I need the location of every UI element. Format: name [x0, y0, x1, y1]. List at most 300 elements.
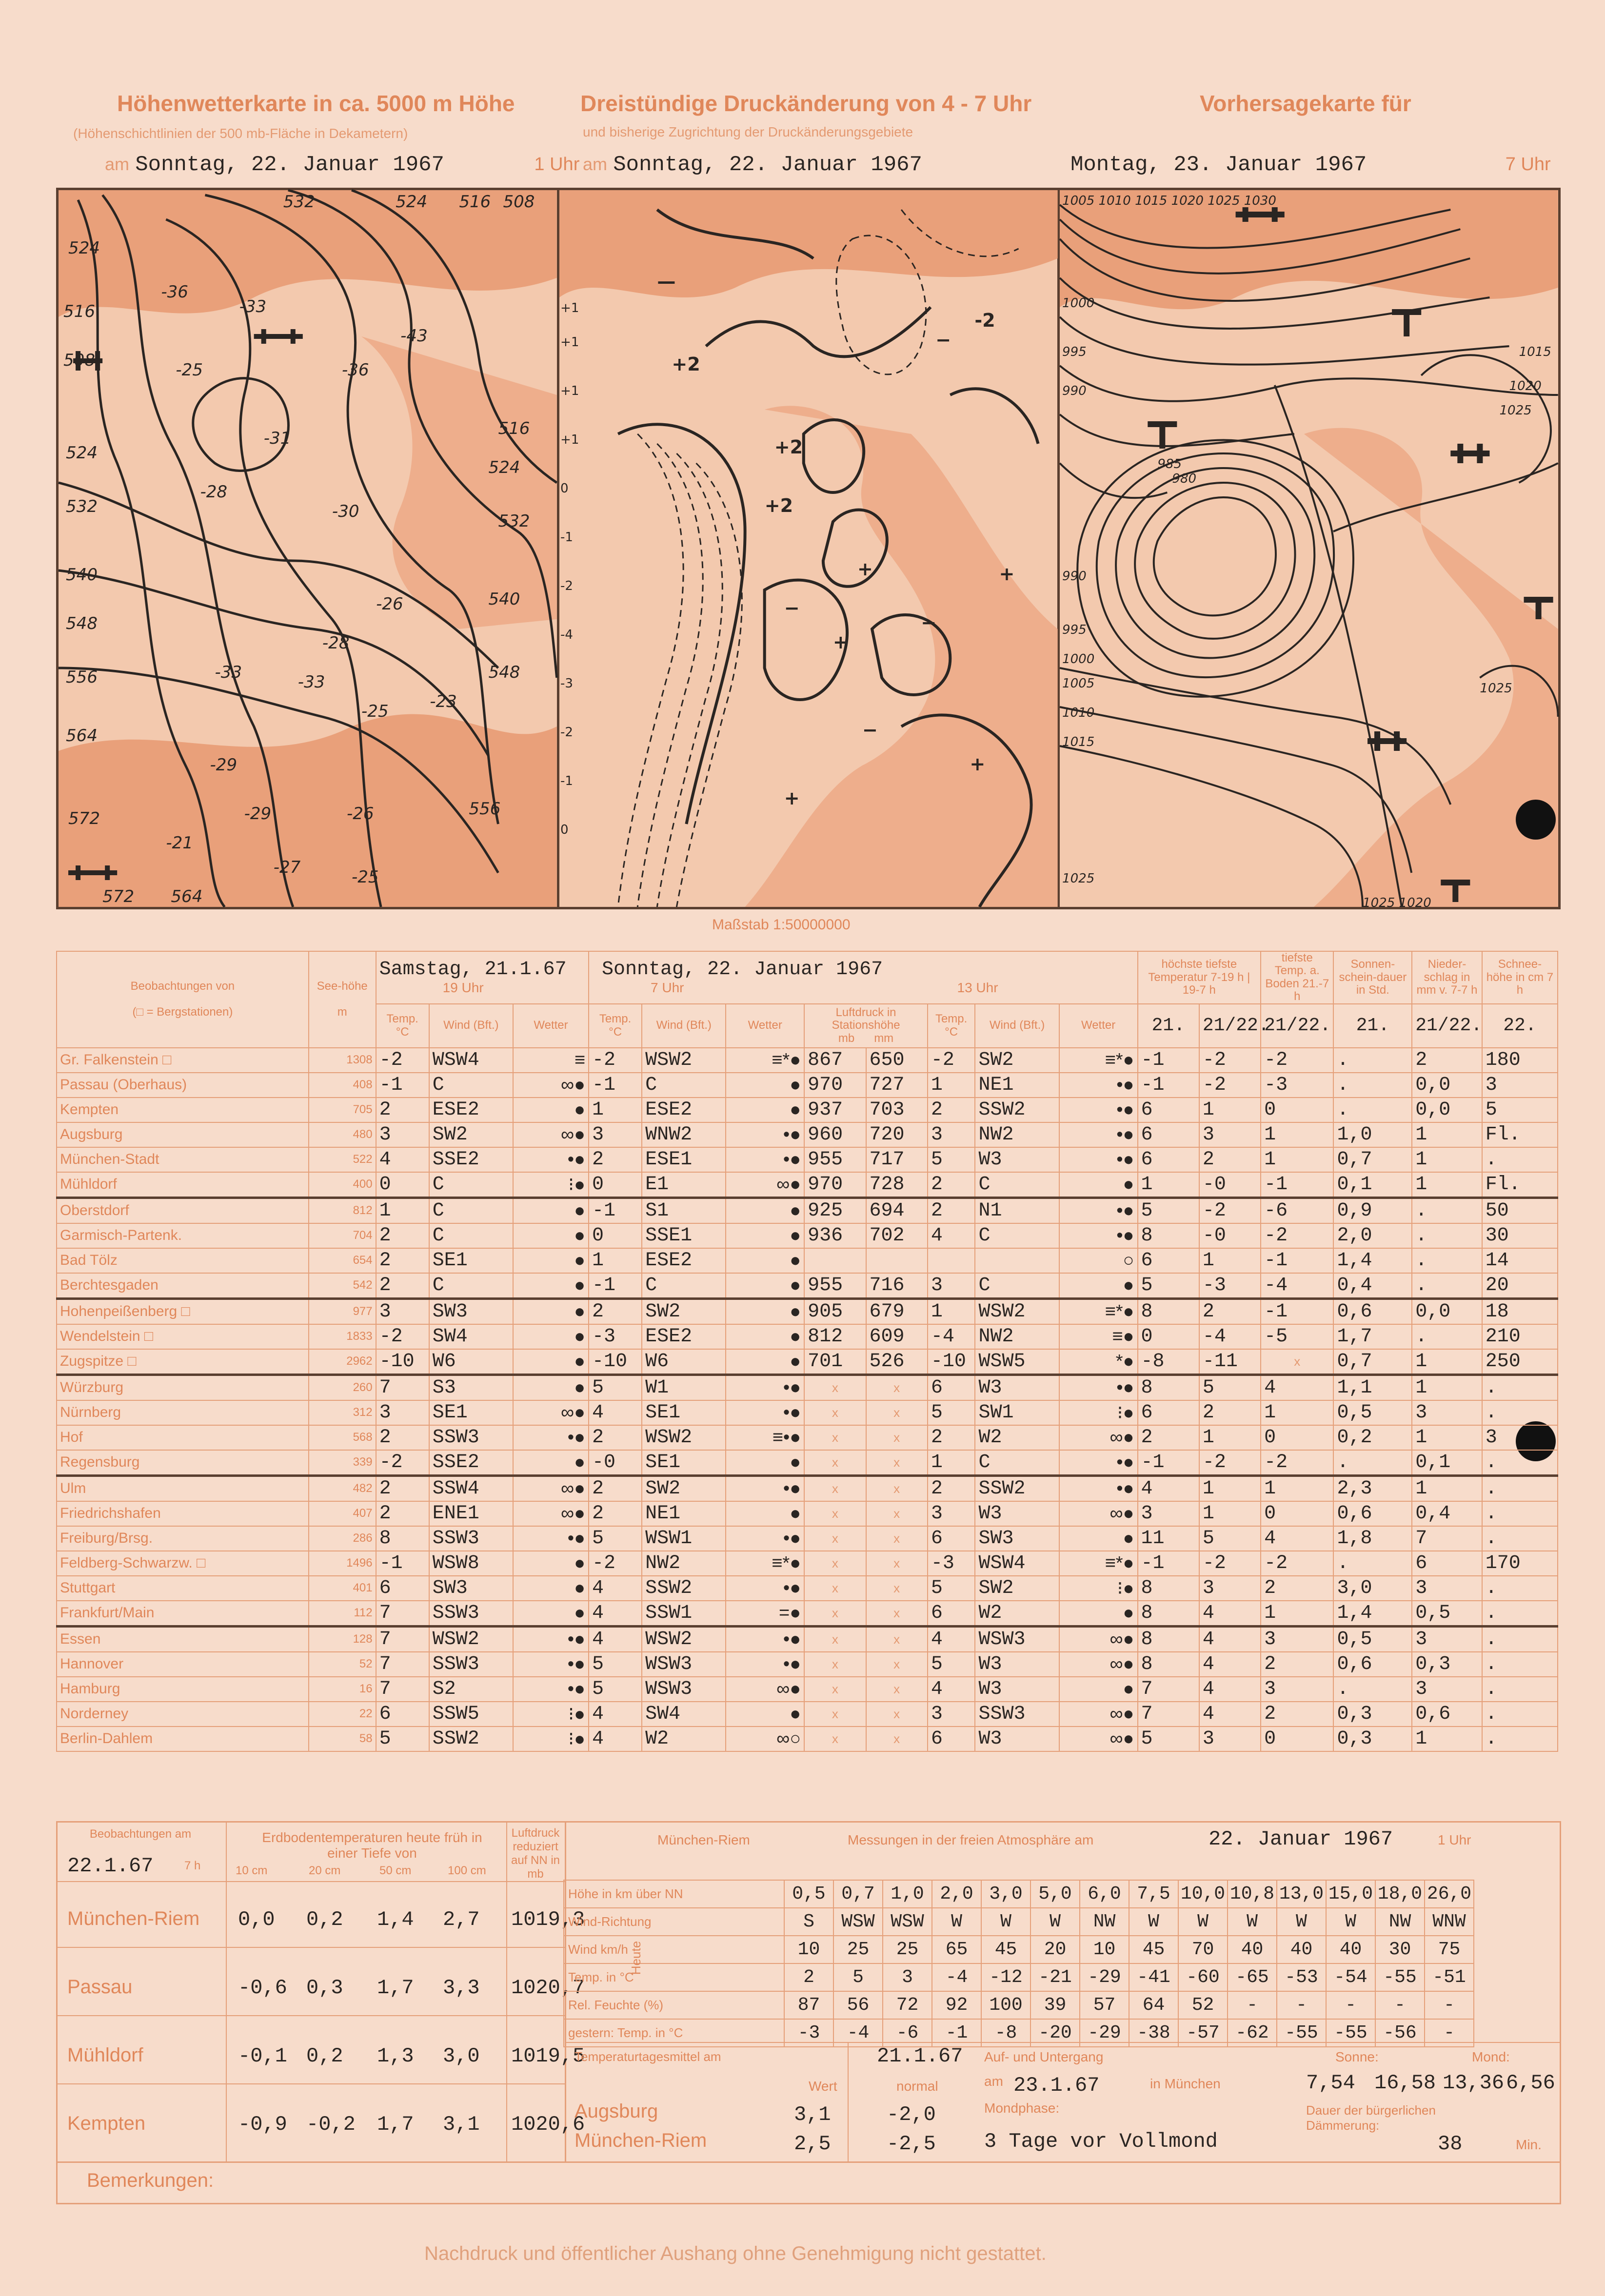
- cell-t7: -10: [589, 1349, 642, 1375]
- cell-p1: x: [804, 1475, 866, 1501]
- cell-mx: -8: [1138, 1349, 1199, 1375]
- soil-pressure: 1019,5: [511, 2044, 585, 2068]
- cell-t19: 3: [376, 1298, 429, 1324]
- cell-w19: SSW3: [429, 1601, 513, 1627]
- cell-p1: 937: [804, 1098, 866, 1122]
- cell-w19: ESE2: [429, 1098, 513, 1122]
- table-row: [57, 1576, 1558, 1601]
- cell-so: 0,6: [1333, 1652, 1412, 1677]
- upper-air-chart-graphic: [59, 190, 557, 907]
- table-row: [57, 1526, 1558, 1551]
- cell-x13: ●: [1059, 1273, 1138, 1299]
- cell-mx: -1: [1138, 1551, 1199, 1576]
- cell-x13: ●: [1059, 1677, 1138, 1702]
- cell-mx: 6: [1138, 1400, 1199, 1425]
- cell-x7: ●: [726, 1349, 804, 1375]
- svg-text:-36: -36: [341, 360, 369, 380]
- table-row: [57, 1098, 1558, 1122]
- cell-w19: SSW2: [429, 1727, 513, 1751]
- temp-header: Temp. °C: [589, 1004, 642, 1048]
- atmo-station: München-Riem: [657, 1832, 750, 1847]
- atmo-row-label: Temp. in °C: [564, 1963, 784, 1991]
- svg-text:516: 516: [498, 419, 530, 438]
- cell-t7: -2: [589, 1551, 642, 1576]
- svg-text:995: 995: [1062, 345, 1087, 359]
- map-scale: Maßstab 1:50000000: [712, 917, 851, 933]
- cell-bo: -1: [1261, 1172, 1333, 1198]
- cell-w13: NE1: [975, 1073, 1059, 1098]
- cell-t13: 3: [928, 1501, 975, 1526]
- cell-t13: [928, 1248, 975, 1273]
- svg-text:+2: +2: [774, 436, 803, 458]
- cell-sc: 18: [1482, 1298, 1558, 1324]
- cell-mn: -2: [1199, 1197, 1261, 1223]
- snow-header: Schnee-höhe in cm 7 h: [1482, 951, 1558, 1004]
- cell-w13: C: [975, 1172, 1059, 1198]
- soil-temp: 3,3: [443, 1976, 480, 2000]
- cell-bo: -2: [1261, 1551, 1333, 1576]
- cell-h: 522: [309, 1147, 376, 1172]
- cell-p2: x: [866, 1425, 928, 1450]
- svg-text:1025 1020: 1025 1020: [1363, 896, 1432, 910]
- atmo-row-label: Höhe in km über NN: [564, 1880, 784, 1908]
- cell-x19: •●: [513, 1626, 589, 1652]
- cell-bo: 1: [1261, 1147, 1333, 1172]
- table-row: [57, 1298, 1558, 1324]
- cell-st: Freiburg/Brsg.: [57, 1526, 309, 1551]
- table-row: [57, 1601, 1558, 1627]
- cell-t13: 1: [928, 1450, 975, 1476]
- cell-t19: 4: [376, 1147, 429, 1172]
- atmo-value: 2: [784, 1963, 833, 1991]
- cell-x7: •●: [726, 1122, 804, 1147]
- cell-mx: 5: [1138, 1197, 1199, 1223]
- cell-bo: 2: [1261, 1576, 1333, 1601]
- map3-date: Montag, 23. Januar 1967: [1070, 153, 1367, 177]
- cell-t13: 2: [928, 1475, 975, 1501]
- cell-w19: WSW2: [429, 1626, 513, 1652]
- cell-sc: 210: [1482, 1324, 1558, 1349]
- mondphase: 3 Tage vor Vollmond: [984, 2130, 1218, 2153]
- cell-bo: -6: [1261, 1197, 1333, 1223]
- cell-ni: 1: [1412, 1147, 1482, 1172]
- atmo-value: 3: [883, 1963, 932, 1991]
- cell-so: 0,1: [1333, 1172, 1412, 1198]
- cell-p2: x: [866, 1400, 928, 1425]
- cell-w13: W2: [975, 1425, 1059, 1450]
- soil-temp: 1,3: [377, 2044, 414, 2068]
- atmo-value: -20: [1030, 2019, 1080, 2047]
- cell-mn: -3: [1199, 1273, 1261, 1299]
- atmo-title: Messungen in der freien Atmosphäre am: [848, 1832, 1094, 1847]
- cell-x7: •●: [726, 1526, 804, 1551]
- svg-text:1025: 1025: [1499, 403, 1532, 418]
- cell-w7: SE1: [642, 1400, 726, 1425]
- height-header: See-höhe m: [309, 951, 376, 1048]
- svg-text:1025: 1025: [1480, 681, 1513, 696]
- cell-so: 0,2: [1333, 1425, 1412, 1450]
- cell-ni: 0,0: [1412, 1098, 1482, 1122]
- cell-t13: 5: [928, 1576, 975, 1601]
- cell-t7: -0: [589, 1450, 642, 1476]
- atmo-value: W: [1178, 1908, 1228, 1936]
- cell-w19: SW2: [429, 1122, 513, 1147]
- riem-label: München-Riem: [575, 2130, 707, 2151]
- cell-x19: ⁝●: [513, 1727, 589, 1751]
- daemmerung-label: Dauer der bürgerlichen Dämmerung:: [1306, 2103, 1436, 2133]
- soil-temp: -0,6: [238, 1976, 287, 2000]
- cell-t19: 2: [376, 1273, 429, 1299]
- cell-t19: 8: [376, 1526, 429, 1551]
- cell-t13: 2: [928, 1098, 975, 1122]
- cell-bo: x: [1261, 1349, 1333, 1375]
- map1-subtitle: (Höhenschichtlinien der 500 mb-Fläche in Dekametern): [73, 126, 408, 141]
- cell-h: 260: [309, 1374, 376, 1400]
- upper-air-map: [59, 190, 559, 907]
- cell-w19: SE1: [429, 1248, 513, 1273]
- cell-w7: SW2: [642, 1298, 726, 1324]
- atmo-value: 3,0: [981, 1880, 1030, 1908]
- cell-t7: 1: [589, 1098, 642, 1122]
- cell-h: 705: [309, 1098, 376, 1122]
- obs-label: Beobachtungen am: [89, 1827, 192, 1841]
- cell-bo: 2: [1261, 1702, 1333, 1727]
- atmo-value: 64: [1129, 1991, 1178, 2019]
- cell-sc: 250: [1482, 1349, 1558, 1375]
- cell-x7: •●: [726, 1475, 804, 1501]
- cell-x13: •●: [1059, 1098, 1138, 1122]
- atmo-value: 45: [981, 1936, 1030, 1963]
- cell-x13: ⁝●: [1059, 1400, 1138, 1425]
- cell-t7: 2: [589, 1298, 642, 1324]
- weather-header: Wetter: [1059, 1004, 1138, 1048]
- date-ground: 21/22.: [1261, 1004, 1333, 1048]
- cell-w7: WSW2: [642, 1626, 726, 1652]
- cell-w13: WSW3: [975, 1626, 1059, 1652]
- cell-p2: x: [866, 1501, 928, 1526]
- cell-w19: W6: [429, 1349, 513, 1375]
- atmo-value: W: [981, 1908, 1030, 1936]
- cell-mx: -1: [1138, 1450, 1199, 1476]
- atmo-value: NW: [1080, 1908, 1129, 1936]
- cell-p2: x: [866, 1601, 928, 1627]
- cell-so: 0,3: [1333, 1702, 1412, 1727]
- table-row: [57, 1425, 1558, 1450]
- cell-st: Gr. Falkenstein □: [57, 1048, 309, 1073]
- cell-t19: 3: [376, 1122, 429, 1147]
- cell-mn: 3: [1199, 1576, 1261, 1601]
- svg-text:-33: -33: [215, 663, 242, 682]
- cell-x13: •●: [1059, 1475, 1138, 1501]
- cell-sc: 5: [1482, 1098, 1558, 1122]
- soil-temp: 1,7: [377, 1976, 414, 2000]
- atmo-value: 40: [1326, 1936, 1375, 1963]
- sun-moon-label: Auf- und Untergang: [984, 2049, 1104, 2064]
- cell-w7: ESE2: [642, 1098, 726, 1122]
- cell-t13: 2: [928, 1172, 975, 1198]
- atmo-value: -4: [833, 2019, 883, 2047]
- atmosphere-table: [563, 1880, 1474, 2047]
- atmo-value: -: [1326, 1991, 1375, 2019]
- svg-text:-31: -31: [263, 429, 291, 448]
- sonne-label: Sonne:: [1335, 2049, 1379, 2064]
- observation-table: [56, 951, 1558, 1752]
- cell-so: 0,6: [1333, 1298, 1412, 1324]
- cell-x13: ≡*●: [1059, 1551, 1138, 1576]
- atmo-row-label: Rel. Feuchte (%): [564, 1991, 784, 2019]
- cell-t13: -4: [928, 1324, 975, 1349]
- cell-bo: 3: [1261, 1677, 1333, 1702]
- obs-time: 7 h: [184, 1859, 201, 1872]
- atmo-value: -3: [784, 2019, 833, 2047]
- map1-am: am: [105, 154, 130, 174]
- cell-w13: W3: [975, 1727, 1059, 1751]
- svg-text:990: 990: [1062, 384, 1087, 398]
- cell-w13: [975, 1248, 1059, 1273]
- cell-x19: ●: [513, 1576, 589, 1601]
- atmo-value: NW: [1375, 1908, 1425, 1936]
- cell-t19: 3: [376, 1400, 429, 1425]
- wind-header: Wind (Bft.): [975, 1004, 1059, 1048]
- cell-x19: •●: [513, 1526, 589, 1551]
- table-row: [57, 1551, 1558, 1576]
- cell-ni: 1: [1412, 1122, 1482, 1147]
- cell-p2: 703: [866, 1098, 928, 1122]
- svg-text:-2: -2: [560, 725, 573, 740]
- atmo-value: 10: [784, 1936, 833, 1963]
- cell-so: .: [1333, 1450, 1412, 1476]
- augsburg-wert: 3,1: [794, 2103, 831, 2126]
- remarks-label: Bemerkungen:: [87, 2170, 214, 2191]
- cell-w19: SSW3: [429, 1652, 513, 1677]
- atmo-value: -12: [981, 1963, 1030, 1991]
- cell-p2: 727: [866, 1073, 928, 1098]
- cell-h: 480: [309, 1122, 376, 1147]
- cell-w13: NW2: [975, 1122, 1059, 1147]
- cell-x13: *●: [1059, 1349, 1138, 1375]
- cell-t7: 5: [589, 1677, 642, 1702]
- svg-text:508: 508: [503, 192, 535, 212]
- cell-p1: 936: [804, 1223, 866, 1248]
- cell-t7: 5: [589, 1526, 642, 1551]
- cell-x7: ●: [726, 1273, 804, 1299]
- cell-t19: 2: [376, 1098, 429, 1122]
- cell-ni: 0,0: [1412, 1073, 1482, 1098]
- cell-t19: 5: [376, 1727, 429, 1751]
- cell-mn: 4: [1199, 1601, 1261, 1627]
- cell-t19: 2: [376, 1425, 429, 1450]
- cell-h: 339: [309, 1450, 376, 1476]
- cell-x19: ●: [513, 1197, 589, 1223]
- atmo-value: 10,8: [1228, 1880, 1277, 1908]
- cell-ni: .: [1412, 1248, 1482, 1273]
- svg-text:540: 540: [488, 589, 520, 609]
- cell-h: 400: [309, 1172, 376, 1198]
- cell-mn: -4: [1199, 1324, 1261, 1349]
- cell-bo: 0: [1261, 1501, 1333, 1526]
- cell-p2: x: [866, 1626, 928, 1652]
- cell-so: .: [1333, 1677, 1412, 1702]
- cell-t13: 4: [928, 1223, 975, 1248]
- cell-x13: ≡*●: [1059, 1298, 1138, 1324]
- svg-text:-2: -2: [974, 310, 995, 331]
- cell-sc: .: [1482, 1702, 1558, 1727]
- cell-h: 704: [309, 1223, 376, 1248]
- atmo-value: WSW: [883, 1908, 932, 1936]
- cell-st: Würzburg: [57, 1374, 309, 1400]
- cell-mx: 2: [1138, 1425, 1199, 1450]
- wert-label: Wert: [809, 2079, 837, 2094]
- atmo-value: -55: [1375, 1963, 1425, 1991]
- cell-x13: ⁝●: [1059, 1576, 1138, 1601]
- cell-h: 312: [309, 1400, 376, 1425]
- cell-mx: 8: [1138, 1652, 1199, 1677]
- cell-p2: x: [866, 1526, 928, 1551]
- cell-so: 0,5: [1333, 1400, 1412, 1425]
- svg-text:-29: -29: [210, 755, 238, 775]
- cell-bo: 2: [1261, 1652, 1333, 1677]
- cell-x7: •●: [726, 1400, 804, 1425]
- weather-header: Wetter: [726, 1004, 804, 1048]
- cell-st: Hannover: [57, 1652, 309, 1677]
- soil-temp: 2,7: [443, 1908, 480, 1931]
- svg-text:980: 980: [1172, 471, 1197, 486]
- cell-h: 977: [309, 1298, 376, 1324]
- cell-x13: ○: [1059, 1248, 1138, 1273]
- atmo-value: WSW: [833, 1908, 883, 1936]
- cell-w7: ESE1: [642, 1147, 726, 1172]
- cell-so: .: [1333, 1073, 1412, 1098]
- table-row: [57, 1324, 1558, 1349]
- cell-h: 568: [309, 1425, 376, 1450]
- soil-station: Mühldorf: [67, 2044, 143, 2066]
- cell-sc: 20: [1482, 1273, 1558, 1299]
- cell-st: Berlin-Dahlem: [57, 1727, 309, 1751]
- cell-w19: SW3: [429, 1298, 513, 1324]
- cell-mn: 1: [1199, 1425, 1261, 1450]
- cell-t7: -1: [589, 1073, 642, 1098]
- atmo-value: -57: [1178, 2019, 1228, 2047]
- svg-text:1010: 1010: [1062, 706, 1095, 720]
- cell-st: Hof: [57, 1425, 309, 1450]
- cell-ni: .: [1412, 1223, 1482, 1248]
- soil-temp: 1,4: [377, 1908, 414, 1931]
- svg-text:532: 532: [498, 511, 530, 531]
- svg-text:-25: -25: [361, 702, 389, 721]
- cell-t13: -3: [928, 1551, 975, 1576]
- cell-mx: 8: [1138, 1601, 1199, 1627]
- maxmin-header: höchste tiefste Temperatur 7-19 h | 19-7 h: [1138, 951, 1261, 1004]
- svg-text:-4: -4: [560, 628, 573, 642]
- cell-mn: 5: [1199, 1374, 1261, 1400]
- cell-x13: ∞●: [1059, 1652, 1138, 1677]
- atmo-row-label: Wind-Richtung: [564, 1908, 784, 1936]
- cell-t7: 5: [589, 1374, 642, 1400]
- cell-t7: 2: [589, 1501, 642, 1526]
- cell-t7: 1: [589, 1248, 642, 1273]
- cell-mn: 2: [1199, 1400, 1261, 1425]
- weather-header: Wetter: [513, 1004, 589, 1048]
- cell-so: 1,4: [1333, 1601, 1412, 1627]
- atmo-value: 72: [883, 1991, 932, 2019]
- svg-text:−: −: [784, 597, 800, 619]
- cell-p2: 720: [866, 1122, 928, 1147]
- svg-text:-25: -25: [351, 867, 379, 887]
- cell-w7: S1: [642, 1197, 726, 1223]
- cell-ni: 3: [1412, 1677, 1482, 1702]
- depth-10: 10 cm: [236, 1864, 268, 1877]
- atmo-value: -53: [1277, 1963, 1326, 1991]
- cell-mn: 2: [1199, 1147, 1261, 1172]
- soil-station: München-Riem: [67, 1908, 200, 1929]
- cell-p1: x: [804, 1425, 866, 1450]
- cell-ni: 6: [1412, 1551, 1482, 1576]
- atmo-value: 15,0: [1326, 1880, 1375, 1908]
- cell-ni: 1: [1412, 1475, 1482, 1501]
- table-row: [57, 1073, 1558, 1098]
- cell-p2: 716: [866, 1273, 928, 1299]
- cell-x19: ∞●: [513, 1475, 589, 1501]
- cell-ni: 1: [1412, 1349, 1482, 1375]
- svg-text:0: 0: [560, 823, 569, 837]
- atmo-value: -: [1425, 2019, 1474, 2047]
- cell-w13: W3: [975, 1652, 1059, 1677]
- svg-text:532: 532: [283, 192, 315, 212]
- cell-t7: 0: [589, 1172, 642, 1198]
- cell-x7: •●: [726, 1374, 804, 1400]
- cell-st: Passau (Oberhaus): [57, 1073, 309, 1098]
- svg-text:+: +: [784, 787, 800, 809]
- cell-p2: x: [866, 1551, 928, 1576]
- atmo-value: -54: [1326, 1963, 1375, 1991]
- cell-st: Zugspitze □: [57, 1349, 309, 1375]
- riem-normal: -2,5: [887, 2132, 936, 2156]
- temp-header: Temp. °C: [928, 1004, 975, 1048]
- cell-w13: SW1: [975, 1400, 1059, 1425]
- cell-w19: SW3: [429, 1576, 513, 1601]
- svg-text:556: 556: [469, 799, 501, 819]
- cell-mx: 3: [1138, 1501, 1199, 1526]
- soil-pressure: 1020,6: [511, 2113, 585, 2136]
- atmo-value: -29: [1080, 1963, 1129, 1991]
- svg-text:-1: -1: [560, 530, 573, 545]
- cell-x19: •●: [513, 1652, 589, 1677]
- cell-mx: 7: [1138, 1677, 1199, 1702]
- normal-label: normal: [896, 2079, 938, 2094]
- cell-so: 0,5: [1333, 1626, 1412, 1652]
- cell-w19: WSW4: [429, 1048, 513, 1073]
- cell-x19: ∞●: [513, 1501, 589, 1526]
- cell-bo: -5: [1261, 1324, 1333, 1349]
- cell-t13: 2: [928, 1425, 975, 1450]
- svg-text:+1: +1: [560, 335, 579, 350]
- cell-ni: 1: [1412, 1425, 1482, 1450]
- cell-w19: C: [429, 1197, 513, 1223]
- cell-st: Regensburg: [57, 1450, 309, 1476]
- temp-header: Temp. °C: [376, 1004, 429, 1048]
- table-row: [57, 1197, 1558, 1223]
- cell-t19: 7: [376, 1601, 429, 1627]
- table-row: [57, 1223, 1558, 1248]
- cell-x19: ●: [513, 1098, 589, 1122]
- cell-t13: -2: [928, 1048, 975, 1073]
- obs-date: 22.1.67: [67, 1854, 154, 1878]
- cell-bo: -2: [1261, 1048, 1333, 1073]
- cell-x7: ∞●: [726, 1677, 804, 1702]
- sunshine-header: Sonnen-schein-dauer in Std.: [1333, 951, 1412, 1004]
- mondphase-label: Mondphase:: [984, 2100, 1060, 2116]
- cell-p2: 694: [866, 1197, 928, 1223]
